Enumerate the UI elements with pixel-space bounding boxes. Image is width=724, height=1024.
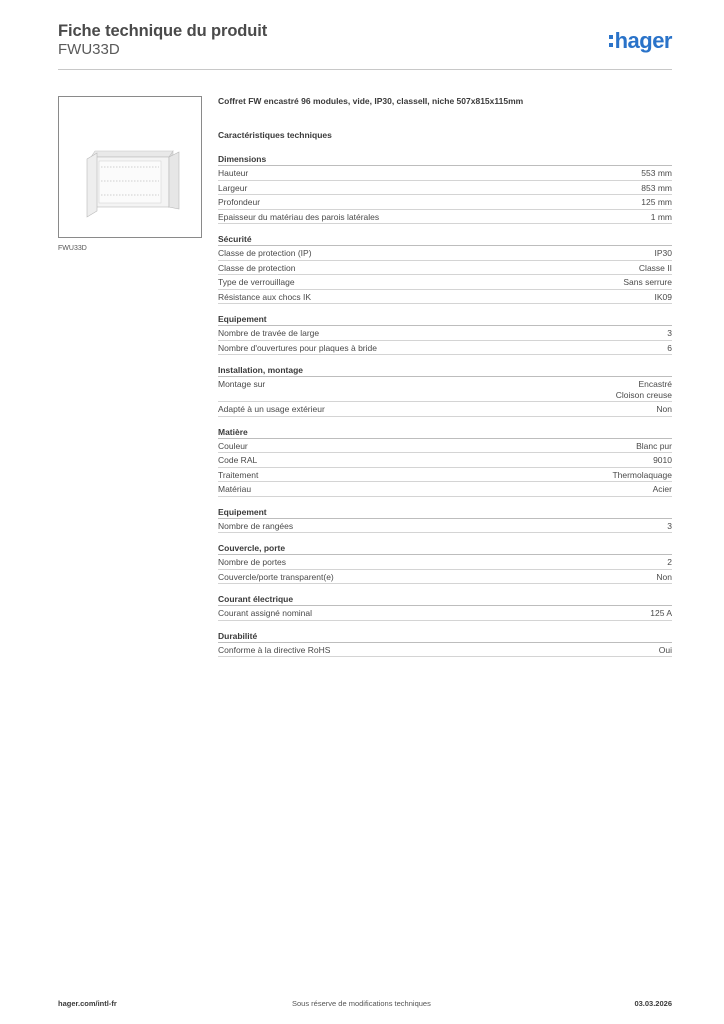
spec-row bbox=[218, 606, 672, 621]
spec-label: Adapté à un usage extérieur bbox=[218, 404, 325, 414]
section-title: Dimensions bbox=[218, 154, 672, 166]
spec-row bbox=[218, 377, 672, 402]
spec-row bbox=[218, 195, 672, 210]
spec-value-line: 9010 bbox=[653, 455, 672, 465]
spec-value bbox=[659, 645, 672, 657]
spec-label: Montage sur bbox=[218, 379, 266, 389]
spec-value bbox=[641, 168, 672, 180]
spec-label: Résistance aux chocs IK bbox=[218, 291, 312, 302]
spec-value-line: 125 A bbox=[650, 608, 672, 618]
spec-label: Couleur bbox=[218, 440, 248, 451]
spec-value bbox=[656, 572, 672, 584]
spec-section bbox=[218, 234, 672, 304]
spec-value-line: 1 mm bbox=[650, 211, 672, 222]
spec-content bbox=[218, 96, 672, 657]
spec-label: Largeur bbox=[218, 182, 248, 193]
spec-row bbox=[218, 482, 672, 497]
spec-value-line: Classe II bbox=[638, 262, 672, 273]
spec-sections bbox=[218, 154, 672, 657]
product-description: Coffret FW encastré 96 modules, vide, IP30, classeII, niche 507x815x115mm bbox=[218, 96, 524, 106]
spec-value-line: 853 mm bbox=[641, 182, 672, 193]
spec-row bbox=[218, 275, 672, 290]
page-title: Fiche technique du produit bbox=[58, 22, 268, 40]
spec-row bbox=[218, 341, 672, 356]
logo-dots-icon bbox=[609, 30, 613, 52]
spec-value bbox=[616, 379, 672, 401]
spec-row bbox=[218, 468, 672, 483]
footer-website: hager.com/intl-fr bbox=[58, 999, 117, 1008]
spec-row bbox=[218, 555, 672, 570]
spec-label: Hauteur bbox=[218, 168, 249, 178]
section-title: Equipement bbox=[218, 507, 672, 519]
product-image bbox=[58, 96, 202, 238]
spec-section bbox=[218, 631, 672, 658]
spec-value bbox=[653, 484, 672, 496]
spec-label: Epaisseur du matériau des parois latérales bbox=[218, 211, 380, 222]
spec-row bbox=[218, 261, 672, 276]
spec-value bbox=[612, 470, 672, 482]
spec-label: Matériau bbox=[218, 484, 252, 494]
spec-row bbox=[218, 326, 672, 341]
section-title: Matière bbox=[218, 427, 672, 439]
spec-section bbox=[218, 594, 672, 621]
spec-row bbox=[218, 402, 672, 417]
spec-value bbox=[667, 328, 672, 340]
spec-label: Nombre de portes bbox=[218, 557, 287, 567]
spec-value-line: 2 bbox=[667, 557, 672, 567]
spec-label: Code RAL bbox=[218, 455, 258, 465]
spec-section bbox=[218, 154, 672, 224]
footer-notice: Sous réserve de modifications techniques bbox=[292, 999, 431, 1008]
spec-section bbox=[218, 507, 672, 534]
spec-value-line: Sans serrure bbox=[623, 277, 672, 287]
spec-row bbox=[218, 570, 672, 585]
hager-logo bbox=[609, 28, 672, 54]
spec-section bbox=[218, 543, 672, 584]
spec-label: Classe de protection bbox=[218, 262, 296, 273]
spec-value-line: 3 bbox=[667, 328, 672, 338]
spec-section bbox=[218, 314, 672, 355]
product-reference: FWU33D bbox=[58, 41, 120, 58]
spec-row bbox=[218, 166, 672, 181]
spec-value bbox=[623, 277, 672, 289]
logo-text: hager bbox=[614, 28, 672, 53]
spec-section bbox=[218, 427, 672, 497]
cabinet-illustration bbox=[59, 97, 201, 237]
spec-value-line: IK09 bbox=[654, 291, 672, 302]
spec-value-line: Acier bbox=[652, 484, 672, 494]
spec-value bbox=[650, 608, 672, 620]
spec-value bbox=[651, 212, 672, 224]
section-title: Couvercle, porte bbox=[218, 543, 672, 555]
spec-value-line: 553 mm bbox=[641, 168, 672, 178]
spec-value-line: Non bbox=[656, 404, 672, 414]
section-title: Sécurité bbox=[218, 234, 672, 246]
spec-row bbox=[218, 210, 672, 225]
spec-value-line: 125 mm bbox=[641, 197, 672, 207]
spec-value bbox=[655, 292, 673, 304]
spec-label: Classe de protection (IP) bbox=[218, 248, 312, 258]
image-caption: FWU33D bbox=[58, 245, 87, 252]
spec-value bbox=[656, 404, 672, 416]
spec-label: Type de verrouillage bbox=[218, 277, 295, 287]
spec-value-line: Thermolaquage bbox=[612, 469, 672, 480]
spec-value-line: IP30 bbox=[654, 248, 672, 258]
footer-date: 03.03.2026 bbox=[634, 999, 672, 1008]
spec-section bbox=[218, 365, 672, 417]
spec-row bbox=[218, 246, 672, 261]
spec-row bbox=[218, 290, 672, 305]
spec-label: Nombre de rangées bbox=[218, 520, 294, 531]
spec-row bbox=[218, 643, 672, 658]
spec-label: Traitement bbox=[218, 469, 259, 480]
spec-row bbox=[218, 453, 672, 468]
spec-label: Conforme à la directive RoHS bbox=[218, 644, 331, 655]
spec-label: Courant assigné nominal bbox=[218, 608, 313, 618]
spec-value-line: Blanc pur bbox=[636, 440, 672, 451]
spec-value-line: Cloison creuse bbox=[615, 390, 672, 400]
section-title: Durabilité bbox=[218, 631, 672, 643]
spec-row bbox=[218, 519, 672, 534]
section-title: Courant électrique bbox=[218, 594, 672, 606]
spec-value bbox=[639, 263, 672, 275]
spec-value bbox=[667, 343, 672, 355]
characteristics-title: Caractéristiques techniques bbox=[218, 130, 332, 140]
spec-value bbox=[641, 183, 672, 195]
spec-label: Nombre d'ouvertures pour plaques à bride bbox=[218, 342, 377, 353]
spec-value bbox=[655, 248, 673, 260]
spec-value bbox=[641, 197, 672, 209]
spec-value-line: Non bbox=[656, 571, 672, 582]
spec-value bbox=[667, 521, 672, 533]
page-header bbox=[58, 22, 672, 70]
spec-row bbox=[218, 181, 672, 196]
spec-value bbox=[636, 441, 672, 453]
section-title: Installation, montage bbox=[218, 365, 672, 377]
spec-value-line: 6 bbox=[667, 342, 672, 353]
spec-value bbox=[653, 455, 672, 467]
section-title: Equipement bbox=[218, 314, 672, 326]
spec-label: Couvercle/porte transparent(e) bbox=[218, 571, 334, 582]
spec-label: Nombre de travée de large bbox=[218, 328, 320, 338]
spec-value bbox=[667, 557, 672, 569]
spec-label: Profondeur bbox=[218, 197, 261, 207]
spec-row bbox=[218, 439, 672, 454]
spec-value-line: 3 bbox=[667, 520, 672, 531]
spec-value-line: Encastré bbox=[638, 379, 672, 389]
spec-value-line: Oui bbox=[658, 644, 672, 655]
